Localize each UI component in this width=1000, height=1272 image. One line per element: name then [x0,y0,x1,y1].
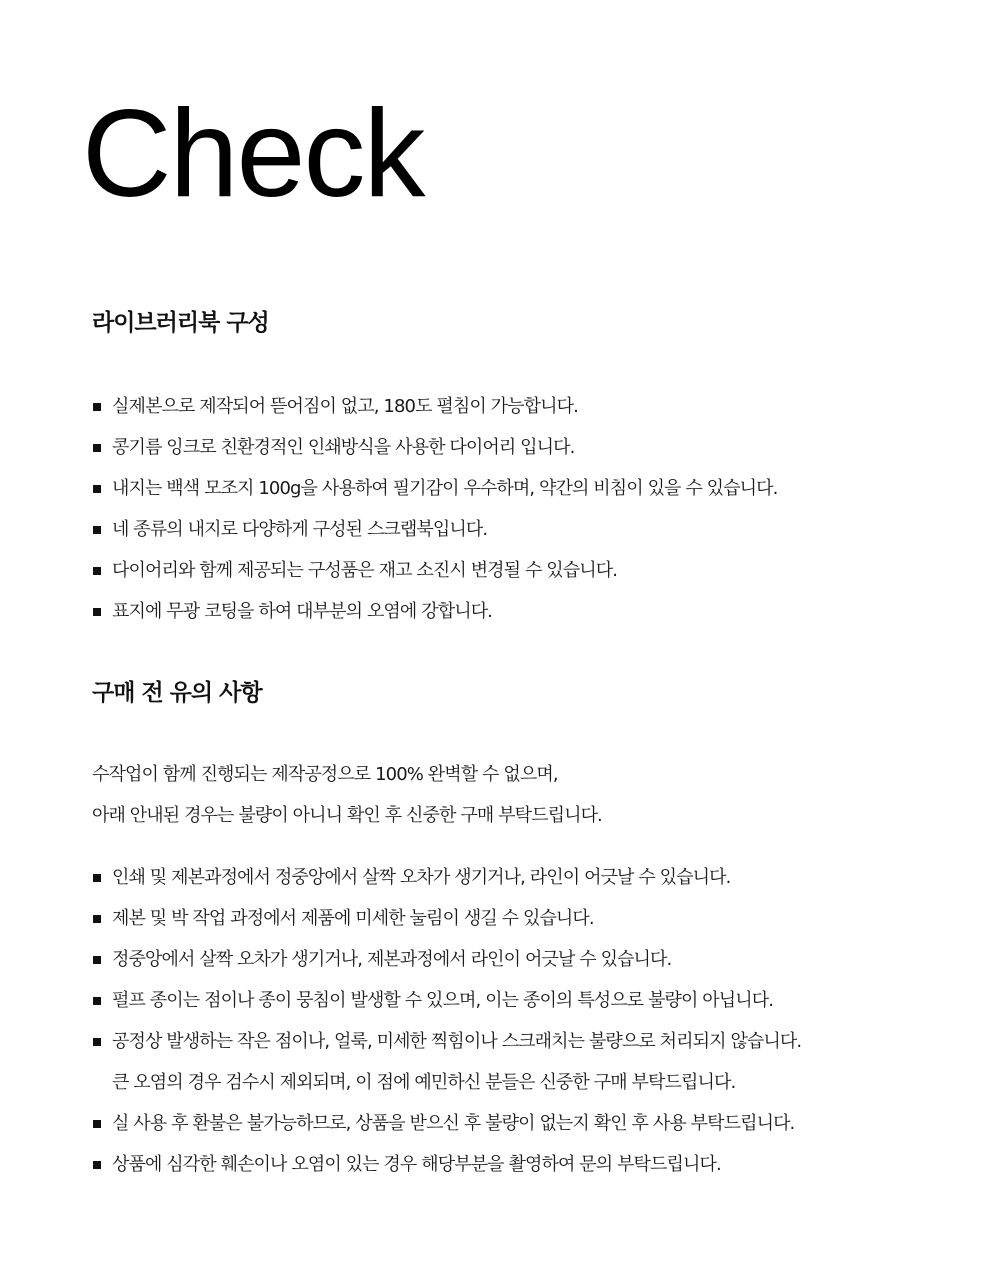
list-item-text: 인쇄 및 제본과정에서 정중앙에서 살짝 오차가 생기거나, 라인이 어긋날 수 있습니다. [112,867,731,888]
bullet-square-icon [93,608,101,616]
composition-heading: 라이브러리북 구성 [92,310,269,336]
page-title: Check [82,85,424,223]
list-item [92,509,972,550]
notice-list [92,857,972,1185]
list-item-text: 펄프 종이는 점이나 종이 뭉침이 발생할 수 있으며, 이는 종이의 특성으로 불량이 아닙니다. [112,990,774,1011]
bullet-square-icon [93,1038,101,1046]
list-item-text: 실제본으로 제작되어 뜯어짐이 없고, 180도 펼침이 가능합니다. [112,396,578,417]
bullet-square-icon [93,915,101,923]
list-item [92,591,972,632]
list-item-text: 표지에 무광 코팅을 하여 대부분의 오염에 강합니다. [112,601,492,622]
bullet-square-icon [93,403,101,411]
list-item-text: 공정상 발생하는 작은 점이나, 얼룩, 미세한 찍힘이나 스크래치는 불량으로 처리되지 않습니다. [112,1031,802,1052]
list-item-text: 정중앙에서 살짝 오차가 생기거나, 제본과정에서 라인이 어긋날 수 있습니다. [112,949,672,970]
list-item [92,980,972,1021]
bullet-square-icon [93,956,101,964]
list-item [92,898,972,939]
bullet-square-icon [93,444,101,452]
list-item [92,386,972,427]
list-item-text: 상품에 심각한 훼손이나 오염이 있는 경우 해당부분을 촬영하여 문의 부탁드립니다. [112,1154,721,1175]
intro-line: 아래 안내된 경우는 불량이 아니니 확인 후 신중한 구매 부탁드립니다. [92,805,602,826]
list-item-text: 내지는 백색 모조지 100g을 사용하여 필기감이 우수하며, 약간의 비침이 있을 수 있습니다. [112,478,778,499]
list-item [92,857,972,898]
purchase-notice-section [92,674,972,1185]
list-item [92,1021,972,1062]
list-item-text: 제본 및 박 작업 과정에서 제품에 미세한 눌림이 생길 수 있습니다. [112,908,594,929]
bullet-square-icon [93,1161,101,1169]
list-item-text: 큰 오염의 경우 검수시 제외되며, 이 점에 예민하신 분들은 신중한 구매 부탁드립니다. [112,1072,736,1093]
list-item [92,1103,972,1144]
bullet-square-icon [93,567,101,575]
list-item-text: 네 종류의 내지로 다양하게 구성된 스크랩북입니다. [112,519,488,540]
notice-intro [92,754,972,836]
list-item [92,550,972,591]
list-item [92,427,972,468]
composition-list [92,386,972,632]
list-item-text: 다이어리와 함께 제공되는 구성품은 재고 소진시 변경될 수 있습니다. [112,560,618,581]
bullet-square-icon [93,997,101,1005]
list-item [92,1144,972,1185]
list-item-text: 실 사용 후 환불은 불가능하므로, 상품을 받으신 후 불량이 없는지 확인 후 사용 부탁드립니다. [112,1113,795,1134]
bullet-square-icon [93,485,101,493]
composition-section [92,304,972,632]
bullet-square-icon [93,526,101,534]
notice-heading: 구매 전 유의 사항 [92,680,262,706]
intro-line: 수작업이 함께 진행되는 제작공정으로 100% 완벽할 수 없으며, [92,764,558,785]
list-item [92,468,972,509]
bullet-square-icon [93,1120,101,1128]
list-item [92,939,972,980]
bullet-square-icon [93,874,101,882]
list-item-continuation [92,1062,972,1103]
list-item-text: 콩기름 잉크로 친환경적인 인쇄방식을 사용한 다이어리 입니다. [112,437,575,458]
